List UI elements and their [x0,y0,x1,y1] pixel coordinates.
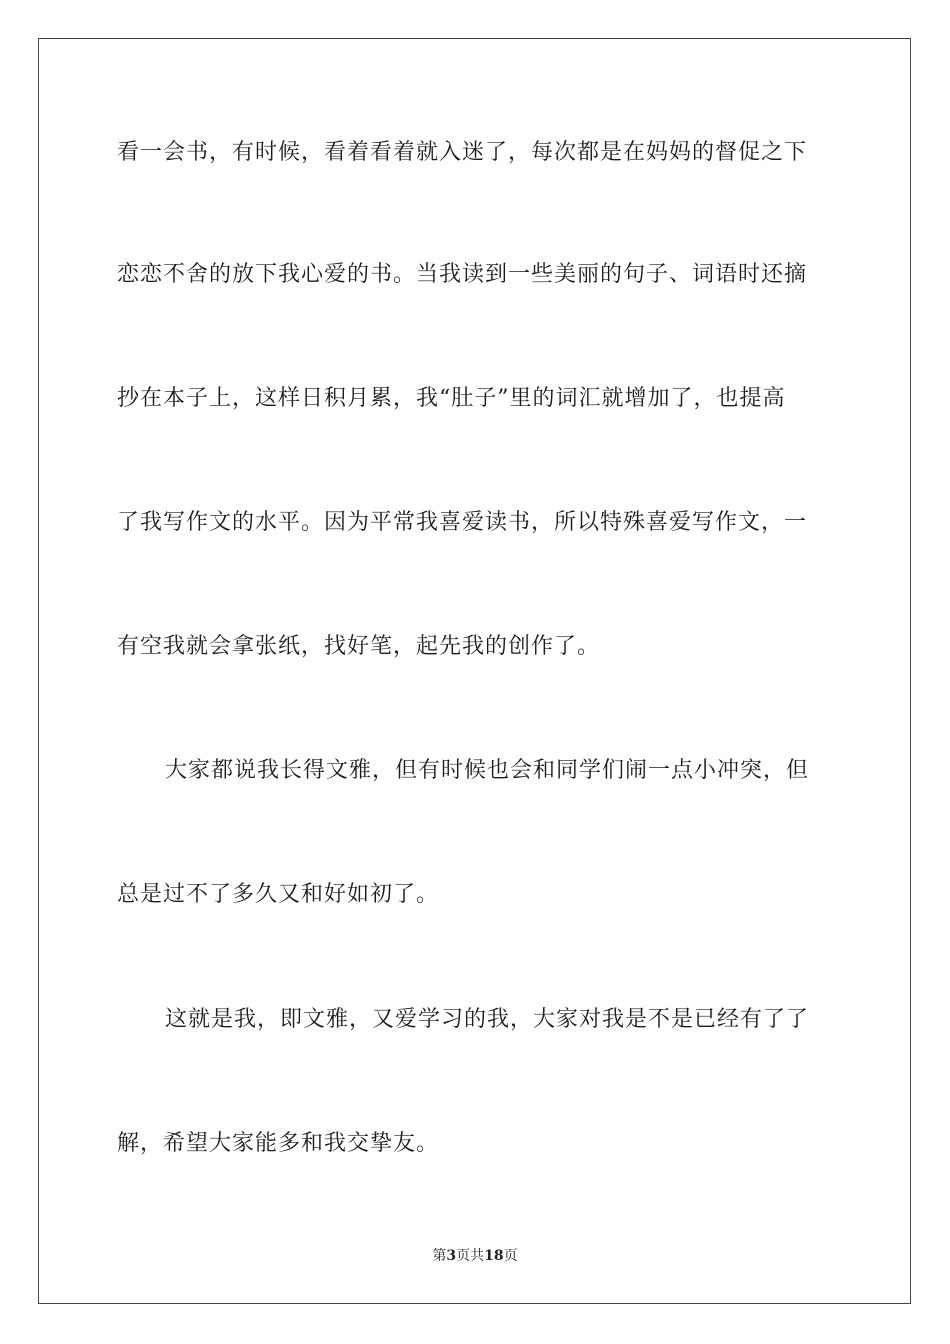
body-text-line-1: 看一会书，有时候，看着看着就入迷了，每次都是在妈妈的督促之下 [117,140,808,165]
body-text-line-9: 解，希望大家能多和我交挚友。 [117,1131,440,1156]
page-frame [38,38,911,1304]
body-text-line-5: 有空我就会拿张纸，找好笔，起先我的创作了。 [117,634,601,659]
body-text-line-4: 了我写作文的水平。因为平常我喜爱读书，所以特殊喜爱写作文，一 [117,510,808,535]
total-page-count: 18 [484,1248,504,1264]
current-page-number: 3 [446,1248,457,1264]
page-footer [0,1247,950,1265]
page-prefix: 第 [432,1248,447,1264]
body-text-line-3: 抄在本子上，这样日积月累，我“肚子”里的词汇就增加了，也提高 [117,386,786,411]
paragraph-start-line-6: 大家都说我长得文雅，但有时候也会和同学们闹一点小冲突，但 [165,758,810,783]
total-prefix: 共 [470,1248,485,1264]
body-text-line-7: 总是过不了多久又和好如初了。 [117,882,440,907]
page-suffix: 页 [456,1248,471,1264]
paragraph-start-line-8: 这就是我，即文雅，又爱学习的我，大家对我是不是已经有了了 [165,1007,810,1032]
body-text-line-2: 恋恋不舍的放下我心爱的书。当我读到一些美丽的句子、词语时还摘 [117,262,808,287]
total-suffix: 页 [503,1248,518,1264]
